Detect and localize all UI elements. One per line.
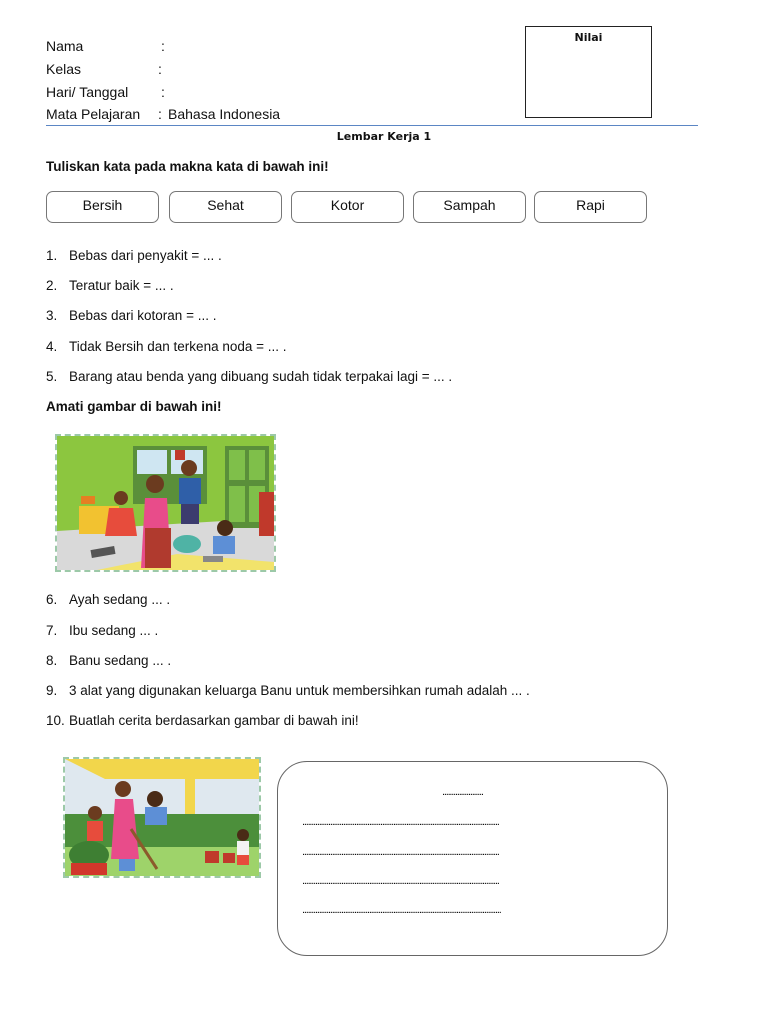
family-gardening-drawing: [65, 759, 259, 876]
question-text: Buatlah cerita berdasarkan gambar di bawah ini!: [69, 713, 359, 728]
question-text: Teratur baik = ... .: [69, 278, 174, 293]
name-label: Nama: [46, 38, 84, 54]
family-cleaning-illustration: [55, 434, 276, 572]
word-bank-item: Bersih: [46, 191, 159, 223]
question-item: [46, 623, 158, 638]
question-item: [46, 308, 216, 323]
class-colon: :: [158, 61, 162, 77]
question-text: 3 alat yang digunakan keluarga Banu untuk membersihkan rumah adalah ... .: [69, 683, 530, 698]
subject-colon: :: [158, 106, 162, 122]
question-item: [46, 369, 452, 384]
date-label: Hari/ Tanggal: [46, 84, 129, 100]
question-number: 2.: [46, 278, 58, 293]
subject-value: Bahasa Indonesia: [168, 106, 281, 122]
question-text: Ibu sedang ... .: [69, 623, 159, 638]
question-text: Bebas dari penyakit = ... .: [69, 248, 222, 263]
question-item: [46, 278, 174, 293]
question-item: [46, 683, 530, 698]
question-item: [46, 248, 222, 263]
story-title-line[interactable]: ......................: [442, 786, 483, 798]
word-bank-item: Sehat: [169, 191, 282, 223]
family-gardening-illustration: [63, 757, 261, 878]
question-number: 3.: [46, 308, 58, 323]
question-item: [46, 713, 359, 728]
question-number: 5.: [46, 369, 58, 384]
question-text: Banu sedang ... .: [69, 653, 172, 668]
date-colon: :: [161, 84, 165, 100]
question-item: [46, 339, 287, 354]
question-item: [46, 592, 170, 607]
question-number: 4.: [46, 339, 58, 354]
story-writing-line[interactable]: ..........................................................................................................: [302, 816, 499, 828]
question-text: Barang atau benda yang dibuang sudah tidak terpakai lagi = ... .: [69, 369, 453, 384]
question-number: 7.: [46, 623, 58, 638]
word-bank-item: Kotor: [291, 191, 404, 223]
question-number: 8.: [46, 653, 58, 668]
question-number: 6.: [46, 592, 58, 607]
question-text: Ayah sedang ... .: [69, 592, 171, 607]
story-writing-line[interactable]: ..........................................................................................................: [302, 846, 499, 858]
name-colon: :: [161, 38, 165, 54]
header-divider: [46, 125, 698, 126]
question-number: 9.: [46, 683, 58, 698]
subject-label: Mata Pelajaran: [46, 106, 141, 122]
question-item: [46, 653, 171, 668]
section2-instruction: Amati gambar di bawah ini!: [46, 399, 222, 414]
sheet-title: Lembar Kerja 1: [336, 130, 432, 143]
section1-instruction: Tuliskan kata pada makna kata di bawah ini!: [46, 159, 329, 174]
question-number: 1.: [46, 248, 58, 263]
question-text: Bebas dari kotoran = ... .: [69, 308, 217, 323]
story-writing-line[interactable]: ...........................................................................................................: [302, 904, 501, 916]
question-number: 10.: [46, 713, 65, 728]
family-cleaning-drawing: [57, 436, 274, 570]
score-box[interactable]: [525, 26, 652, 118]
word-bank-item: Sampah: [413, 191, 526, 223]
question-text: Tidak Bersih dan terkena noda = ... .: [69, 339, 287, 354]
class-label: Kelas: [46, 61, 82, 77]
score-label: Nilai: [574, 31, 603, 44]
story-writing-line[interactable]: ..........................................................................................................: [302, 875, 499, 887]
word-bank-item: Rapi: [534, 191, 647, 223]
story-writing-box[interactable]: [277, 761, 668, 956]
